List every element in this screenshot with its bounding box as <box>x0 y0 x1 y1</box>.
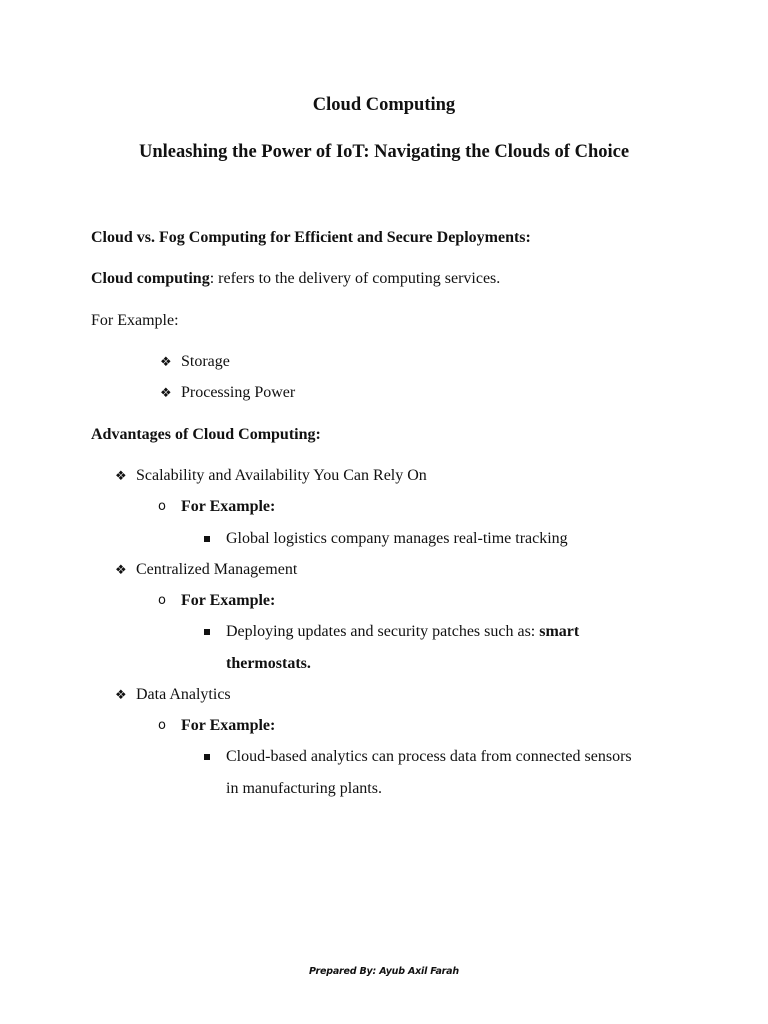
circle-bullet-icon: o <box>158 593 166 608</box>
detail-text-continuation: in manufacturing plants. <box>226 780 382 797</box>
sub-label: For Example: <box>181 498 276 515</box>
advantage-item <box>115 466 615 486</box>
section-heading: Cloud vs. Fog Computing for Efficient and Secure Deployments: <box>91 229 531 246</box>
sub-label: For Example: <box>181 717 276 734</box>
definition-paragraph <box>91 269 500 289</box>
diamond-bullet-icon: ❖ <box>115 688 127 703</box>
detail-text-line1: Deploying updates and security patches such as: <box>226 623 540 640</box>
advantages-heading: Advantages of Cloud Computing: <box>91 426 321 443</box>
square-bullet-icon <box>204 629 210 635</box>
document-title: Cloud Computing <box>312 95 456 115</box>
sub-label: For Example: <box>181 592 276 609</box>
circle-bullet-icon: o <box>158 718 166 733</box>
square-bullet-icon <box>204 536 210 542</box>
list-item <box>160 383 560 403</box>
advantage-item <box>115 560 615 580</box>
example-item-storage: Storage <box>181 353 230 370</box>
advantage-item <box>115 685 615 705</box>
definition-text: : refers to the delivery of computing services. <box>209 270 501 287</box>
detail-bold-continuation: thermostats. <box>226 655 311 672</box>
detail-text: Cloud-based analytics can process data from connected sensors <box>226 748 632 765</box>
circle-bullet-icon: o <box>158 499 166 514</box>
list-item <box>160 352 560 372</box>
definition-term: Cloud computing <box>91 270 210 287</box>
footer-prepared-by: Prepared By: Ayub Axil Farah <box>309 966 459 977</box>
for-example-label: For Example: <box>91 312 179 329</box>
document-subtitle: Unleashing the Power of IoT: Navigating the Clouds of Choice <box>138 142 630 162</box>
sub-item <box>158 716 458 736</box>
sub-item <box>158 591 458 611</box>
diamond-bullet-icon: ❖ <box>160 386 172 401</box>
advantage-label: Data Analytics <box>136 686 231 703</box>
detail-item <box>204 622 724 642</box>
detail-text: Global logistics company manages real-time tracking <box>226 530 568 547</box>
detail-text <box>226 622 579 642</box>
diamond-bullet-icon: ❖ <box>115 563 127 578</box>
diamond-bullet-icon: ❖ <box>115 469 127 484</box>
advantage-label: Centralized Management <box>136 561 298 578</box>
detail-item <box>204 529 704 549</box>
detail-bold-text: smart <box>539 623 580 640</box>
detail-item <box>204 747 744 767</box>
advantage-label: Scalability and Availability You Can Rely On <box>136 467 427 484</box>
sub-item <box>158 497 458 517</box>
square-bullet-icon <box>204 754 210 760</box>
diamond-bullet-icon: ❖ <box>160 355 172 370</box>
example-item-processing-power: Processing Power <box>181 384 296 401</box>
